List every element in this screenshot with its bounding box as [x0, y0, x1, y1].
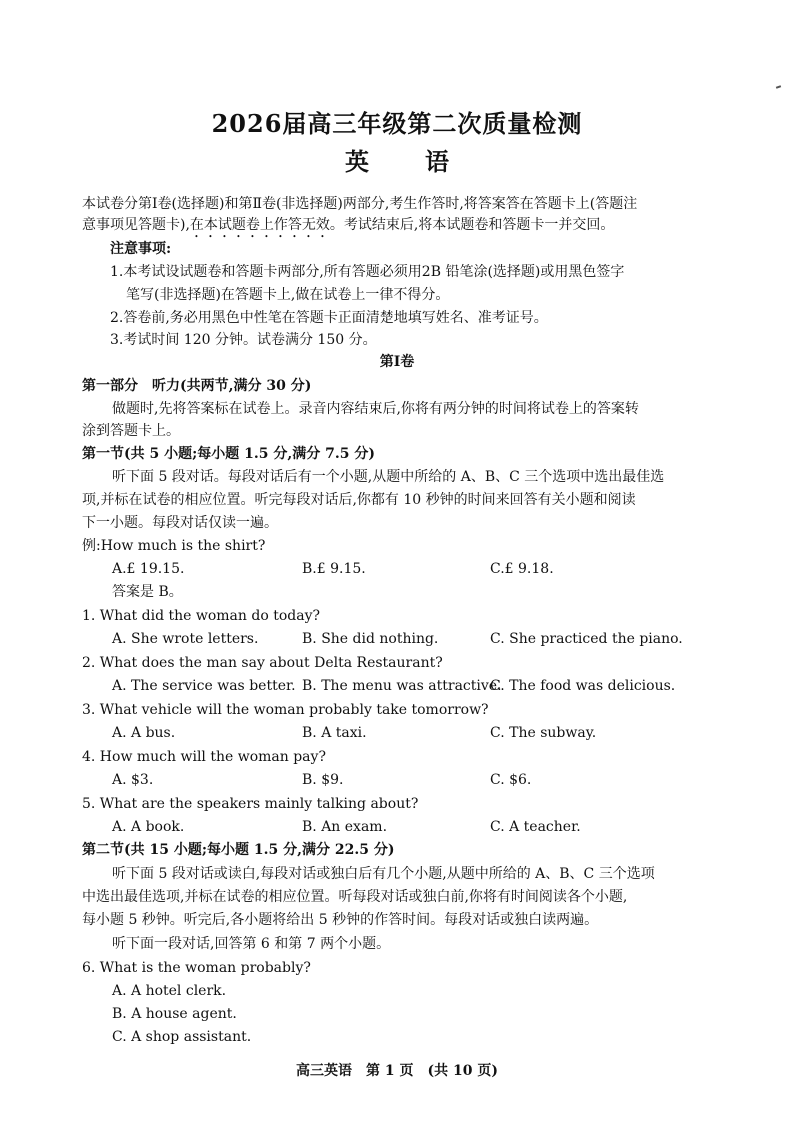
exam-subject: 英 语 [345, 147, 465, 176]
example-option-b: B.£ 9.15. [302, 561, 366, 577]
part1-desc-line-1: 做题时,先将答案标在试卷上。录音内容结束后,你将有两分钟的时间将试卷上的答案转 [112, 401, 639, 417]
section2-desc-line-3: 每小题 5 秒钟。听完后,各小题将给出 5 秒钟的作答时间。每段对话或独白读两遍。 [82, 912, 599, 928]
question-2-option-c: C. The food was delicious. [490, 678, 676, 694]
question-5-option-c: C. A teacher. [490, 819, 581, 835]
part1-heading: 第一部分 听力(共两节,满分 30 分) [82, 378, 312, 394]
question-5: 5. What are the speakers mainly talking about? [82, 796, 419, 812]
question-4-option-c: C. $6. [490, 772, 532, 788]
section2-heading: 第二节(共 15 小题;每小题 1.5 分,满分 22.5 分) [82, 842, 395, 858]
exam-title: 2026届高三年级第二次质量检测 [211, 109, 583, 138]
intro-line-2 [82, 215, 614, 241]
question-5-option-a: A. A book. [112, 819, 185, 835]
question-6: 6. What is the woman probably? [82, 960, 311, 976]
example-question: 例:How much is the shirt? [82, 538, 266, 554]
intro-emphasis: 在本试题卷上作答无效 [189, 217, 330, 233]
intro-line-2b: 。考试结束后,将本试题卷和答题卡一并交回。 [329, 217, 615, 233]
question-5-option-b: B. An exam. [302, 819, 388, 835]
question-4-option-b: B. $9. [302, 772, 344, 788]
question-6-option-c: C. A shop assistant. [112, 1029, 252, 1045]
notes-item-2: 2.答卷前,务必用黑色中性笔在答题卡正面清楚地填写姓名、准考证号。 [110, 310, 548, 326]
scan-mark [776, 85, 781, 89]
question-2-option-a: A. The service was better. [112, 678, 296, 694]
question-3-option-a: A. A bus. [112, 725, 176, 741]
question-6-option-a: A. A hotel clerk. [112, 983, 227, 999]
volume-label: 第Ⅰ卷 [379, 354, 415, 370]
question-1: 1. What did the woman do today? [82, 608, 320, 624]
question-3-option-b: B. A taxi. [302, 725, 367, 741]
example-option-c: C.£ 9.18. [490, 561, 554, 577]
question-1-option-b: B. She did nothing. [302, 631, 439, 647]
question-2: 2. What does the man say about Delta Restaurant? [82, 655, 443, 671]
section1-desc-line-1: 听下面 5 段对话。每段对话后有一个小题,从题中所给的 A、B、C 三个选项中选出最佳选 [112, 469, 665, 485]
page-footer: 高三英语 第 1 页 (共 10 页) [296, 1063, 498, 1079]
intro-line-1: 本试卷分第Ⅰ卷(选择题)和第Ⅱ卷(非选择题)两部分,考生作答时,将答案答在答题卡上(答题注 [82, 196, 638, 212]
question-2-option-b: B. The menu was attractive. [302, 678, 502, 694]
question-4-option-a: A. $3. [112, 772, 154, 788]
section1-desc-line-2: 项,并标在试卷的相应位置。听完每段对话后,你都有 10 秒钟的时间来回答有关小题和阅读 [82, 492, 636, 508]
section2-instruction: 听下面一段对话,回答第 6 和第 7 两个小题。 [112, 936, 391, 952]
part1-desc-line-2: 涂到答题卡上。 [82, 423, 180, 439]
question-3: 3. What vehicle will the woman probably take tomorrow? [82, 702, 489, 718]
notes-item-1-line-1: 1.本考试设试题卷和答题卡两部分,所有答题必须用2B 铅笔涂(选择题)或用黑色签字 [110, 264, 625, 280]
notes-item-1-line-2: 笔写(非选择题)在答题卡上,做在试卷上一律不得分。 [126, 287, 450, 303]
notes-heading: 注意事项: [110, 241, 172, 257]
question-4: 4. How much will the woman pay? [82, 749, 326, 765]
intro-line-2a: 意事项见答题卡), [82, 217, 190, 233]
question-6-option-b: B. A house agent. [112, 1006, 237, 1022]
section1-heading: 第一节(共 5 小题;每小题 1.5 分,满分 7.5 分) [82, 446, 375, 462]
question-1-option-c: C. She practiced the piano. [490, 631, 683, 647]
section2-desc-line-1: 听下面 5 段对话或读白,每段对话或独白后有几个小题,从题中所给的 A、B、C 三个选项 [112, 866, 655, 882]
notes-item-3: 3.考试时间 120 分钟。试卷满分 150 分。 [110, 332, 377, 348]
section1-desc-line-3: 下一小题。每段对话仅读一遍。 [82, 515, 278, 531]
example-answer: 答案是 B。 [112, 584, 183, 600]
question-3-option-c: C. The subway. [490, 725, 597, 741]
section2-desc-line-2: 中选出最佳选项,并标在试卷的相应位置。听每段对话或独白前,你将有时间阅读各个小题, [82, 889, 628, 905]
question-1-option-a: A. She wrote letters. [112, 631, 259, 647]
example-option-a: A.£ 19.15. [112, 561, 185, 577]
